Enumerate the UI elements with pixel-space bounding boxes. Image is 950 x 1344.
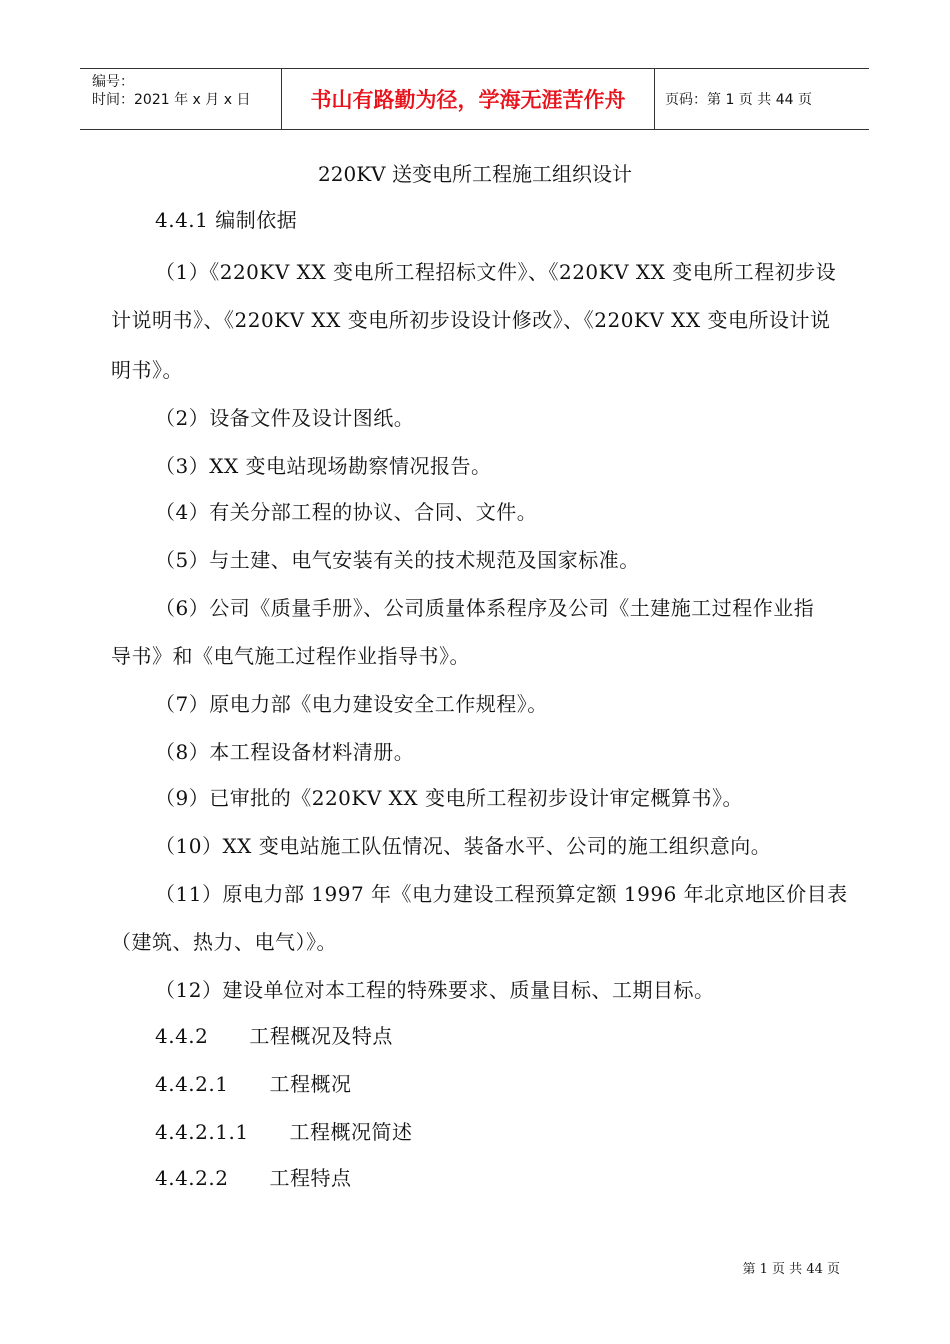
paragraph-line: （3）XX 变电站现场勘察情况报告。 [155,454,492,478]
doc-time-label: 时间：2021 年 x 月 x 日 [92,92,251,108]
section-heading: 4.4.2.1 工程概况 [155,1072,352,1096]
section-heading: 4.4.2 工程概况及特点 [155,1024,393,1048]
header-motto: 书山有路勤为径，学海无涯苦作舟 [282,69,655,129]
paragraph-line: （1）《220KV XX 变电所工程招标文件》、《220KV XX 变电所工程初步设 [155,260,837,284]
paragraph-line: （8）本工程设备材料清册。 [155,740,415,764]
section-heading: 4.4.1 编制依据 [155,208,298,232]
paragraph-line: （7）原电力部《电力建设安全工作规程》。 [155,692,548,716]
section-heading: 4.4.2.1.1 工程概况简述 [155,1120,413,1144]
paragraph-line: （2）设备文件及设计图纸。 [155,406,415,430]
paragraph-line: （10）XX 变电站施工队伍情况、装备水平、公司的施工组织意向。 [155,834,772,858]
paragraph-line: （建筑、热力、电气）》。 [111,930,337,954]
document-title: 220KV 送变电所工程施工组织设计 [318,162,632,186]
header-page-info: 页码：第 1 页 共 44 页 [665,92,812,108]
page-header [80,68,869,130]
paragraph-line: 计说明书》、《220KV XX 变电所初步设设计修改》、《220KV XX 变电所设计说 [111,308,831,332]
paragraph-line: 导书》和《电气施工过程作业指导书》。 [111,644,470,668]
doc-number-label: 编号： [92,74,134,90]
paragraph-line: （6）公司《质量手册》、公司质量体系程序及公司《土建施工过程作业指 [155,596,815,620]
paragraph-line: （5）与土建、电气安装有关的技术规范及国家标准。 [155,548,640,572]
section-heading: 4.4.2.2 工程特点 [155,1166,352,1190]
paragraph-line: 明书》。 [111,358,183,382]
paragraph-line: （4）有关分部工程的协议、合同、文件。 [155,500,538,524]
paragraph-line: （9）已审批的《220KV XX 变电所工程初步设计审定概算书》。 [155,786,743,810]
page-footer: 第 1 页 共 44 页 [742,1262,840,1277]
paragraph-line: （11）原电力部 1997 年《电力建设工程预算定额 1996 年北京地区价目表 [155,882,848,906]
paragraph-line: （12）建设单位对本工程的特殊要求、质量目标、工期目标。 [155,978,715,1002]
header-meta [80,69,282,129]
